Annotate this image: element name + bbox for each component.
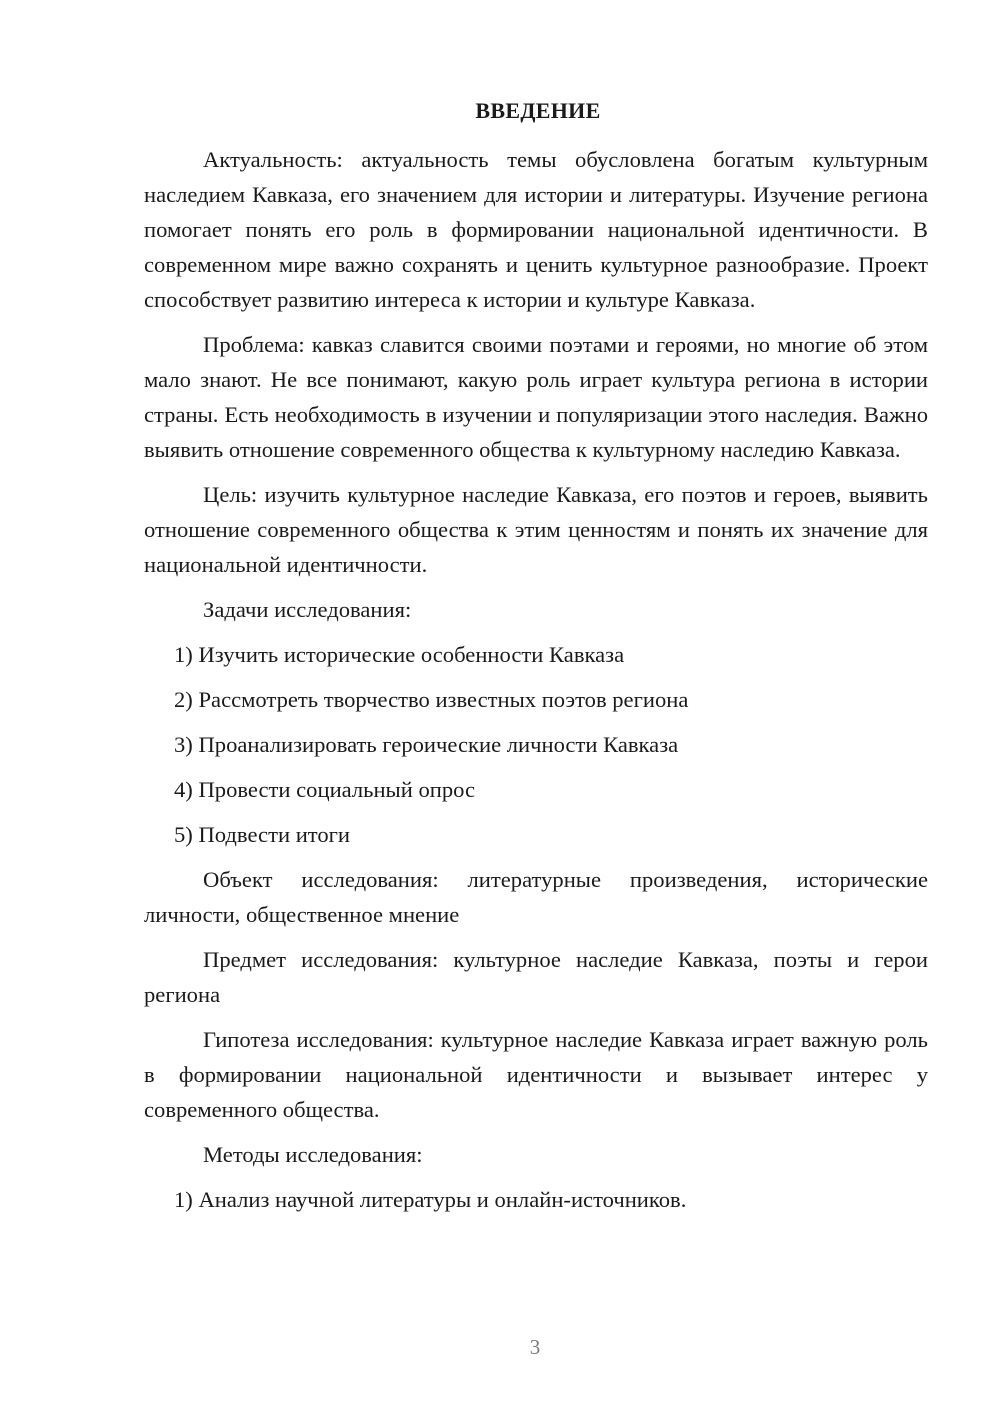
page-number: 3 <box>529 1335 541 1359</box>
task-item: 5) Подвести итоги <box>174 822 351 847</box>
paragraph-hypothesis: Гипотеза исследования: культурное наследие Кавказа играет важную роль в формировании национальной идентичности и вызывает интерес у современного общества. <box>144 1027 928 1122</box>
paragraph-subject: Предмет исследования: культурное наследие Кавказа, поэты и герои региона <box>144 947 928 1007</box>
paragraph-problem: Проблема: кавказ славится своими поэтами и героями, но многие об этом мало знают. Не все понимают, какую роль играет культура региона в истории страны. Есть необходимость в изучении и популяризации этого наследия. Важно выявить отношение современного общества к культурному наследию Кавказа. <box>144 332 928 462</box>
task-item: 3) Проанализировать героические личности Кавказа <box>174 732 679 757</box>
paragraph-object: Объект исследования: литературные произведения, исторические личности, общественное мнение <box>144 867 928 927</box>
method-item: 1) Анализ научной литературы и онлайн-источников. <box>174 1187 687 1212</box>
tasks-label: Задачи исследования: <box>203 597 412 622</box>
paragraph-goal: Цель: изучить культурное наследие Кавказа, его поэтов и героев, выявить отношение современного общества к этим ценностям и понять их значение для национальной идентичности. <box>144 482 928 577</box>
task-item: 1) Изучить исторические особенности Кавказа <box>174 642 625 667</box>
task-item: 2) Рассмотреть творчество известных поэтов региона <box>174 687 689 712</box>
methods-label: Методы исследования: <box>203 1142 423 1167</box>
task-item: 4) Провести социальный опрос <box>174 777 476 802</box>
paragraph-relevance: Актуальность: актуальность темы обусловлена богатым культурным наследием Кавказа, его значением для истории и литературы. Изучение региона помогает понять его роль в формировании национальной идентичности. В современном мире важно сохранять и ценить культурное разнообразие. Проект способствует развитию интереса к истории и культуре Кавказа. <box>144 147 928 312</box>
page-heading: ВВЕДЕНИЕ <box>475 98 601 123</box>
page-content <box>144 92 928 1227</box>
